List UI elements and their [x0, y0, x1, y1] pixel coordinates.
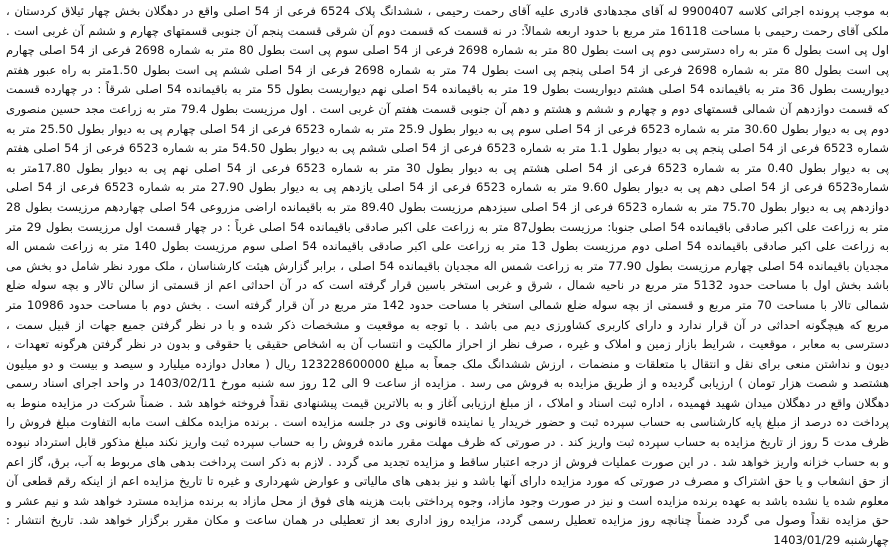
auction-notice-body: به موجب پرونده اجرائی کلاسه 9900407 له آقای مجدهادی قادری علیه آقای رحمت رحیمی ، ششدانگ پلاک 6524 فرعی از 54 اصلی واقع در دهگلان بخش چهار ئیلاق کردستان ، ملکی آقای رحمت رحیمی با مساحت 16118 متر مربع با حدود اربعه شمالاً: در نه قسمت که قسمت دوم آن شرقی قسمت پنجم آن جنوبی قسمتهای چهارم و ششم آن غربی است . اول پی است بطول 6 متر به راه دسترسی دوم پی است بطول 80 متر به شماره 2698 فرعی از 54 اصلی سوم پی است بطول 80 متر به شماره 2698 فرعی از 54 اصلی چهارم پی است بطول 80 متر به شماره 2698 فرعی از 54 اصلی پنجم پی است بطول 74 متر به شماره 2698 فرعی از 54 اصلی ششم پی است بطول 1.50متر به راه عبور هفتم دیواریست بطول 36 متر به باقیمانده 54 اصلی هشتم دیواریست بطول 19 متر به باقیمانده 54 اصلی نهم دیواریست بطول 55 متر به باقیمانده 54 اصلی شرقاً : در چهارده قسمت که قسمت دوازدهم آن شمالی قسمتهای دوم و چهارم و ششم و هشتم و دهم آن جنوبی قسمت هفتم آن غربی است . اول مرزیست بطول 79.4 متر به زراعت مجد حسین منصوری دوم پی به دیوار بطول 30.60 متر به شماره 6523 فرعی از 54 اصلی سوم پی به دیوار بطول 25.9 متر به شماره 6523 فرعی از 54 اصلی چهارم پی به دیوار بطول 25.50 متر به شماره 6523 فرعی از 54 اصلی پنجم پی به دیوار بطول 1.1 متر به شماره 6523 فرعی از 54 اصلی ششم پی به دیوار بطول 54.50 متر به شماره 6523 فرعی از 54 اصلی هفتم پی به دیوار بطول 0.40 متر به شماره 6523 فرعی از 54 اصلی هشتم پی به دیوار بطول 30 متر به شماره 6523 فرعی از 54 اصلی نهم پی به دیوار بطول 17.80متر به شماره6523 فرعی از 54 اصلی دهم پی به دیوار بطول 9.60 متر به شماره 6523 فرعی از 54 اصلی یازدهم پی به دیوار بطول 27.90 متر به شماره 6523 فرعی از 54 اصلی دوازدهم پی به دیوار بطول 75.70 متر به شماره 6523 فرعی از 54 اصلی سیزدهم مرزیست بطول 89.40 متر به باقیمانده اراضی مزروعی 54 اصلی چهاردهم مرزیست بطول 28 متر به زراعت علی اکبر صادقی باقیمانده 54 اصلی جنوبا: مرزیست بطول87 متر به زراعت علی اکبر صادقی باقیمانده 54 اصلی غرباً : در چهار قسمت اول مرزیست بطول 29 متر به زراعت علی اکبر صادقی باقیمانده 54 اصلی دوم مرزیست بطول 13 متر به زراعت علی اکبر صادقی باقیمانده 54 اصلی سوم مرزیست بطول 140 متر به زراعت شمس اله مجدیان باقیمانده 54 اصلی چهارم مرزیست بطول 77.90 متر به زراعت شمس اله مجدیان باقیمانده 54 اصلی ، برابر گزارش هیئت کارشناسان ، ملک مورد نظر شامل دو بخش می باشد بخش اول با مساحت حدود 5132 متر مربع در ناحیه شمال ، شرق و غربی استخر باسین قرار گرفته است که در آن احداثی اعم از قسمتی از سالن تالار و بچه سوله ضلع شمالی تالار با مساحت 70 متر مربع و قسمتی از بچه سوله ضلع شمالی استخر با مساحت حدود 142 متر مربع در آن قرار گرفته است . بخش دوم با مساحت حدود 10986 متر مربع که هیچگونه احداثی در آن قرار ندارد و دارای کاربری کشاورزی دیم می باشد . با توجه به موقعیت و مشخصات ذکر شده و با در نظر گرفتن جمیع جهات از قبیل سمت ، دسترسی به معابر ، موقعیت ، شرایط بازار زمین و املاک و غیره ، صرف نظر از احراز مالکیت و انتساب آن به اشخاص حقیقی یا حقوقی و بدون در نظر گرفتن هرگونه تعهدات ، دیون و نداشتن منعی برای نقل و انتقال با متعلقات و منضمات ، ارزش ششدانگ ملک جمعاً به مبلغ 123228600000 ریال ( معادل دوازده میلیارد و سیصد و بیست و دو میلیون هشتصد و شصت هزار تومان ) ارزیابی گردیده و از طریق مزایده به فروش می رسد . مزایده از ساعت 9 الی 12 روز سه شنبه مورخ 1403/02/11 در واحد اجرای اسناد رسمی دهگلان واقع در دهگلان میدان شهید فهمیده ، اداره ثبت اسناد و املاک ، از مبلغ ارزیابی آغاز و به بالاترین قیمت پیشنهادی نقداً فروخته خواهد شد . ضمناً شرکت در مزایده منوط به پرداخت ده درصد از مبلغ پایه کارشناسی به حساب سپرده ثبت و حضور خریدار یا نماینده قانونی وی در جلسه مزایده است . برنده مزایده مکلف است مابه التفاوت مبلغ فروش را ظرف مدت 5 روز از تاریخ مزایده به حساب سپرده ثبت واریز کند . در صورتی که ظرف مهلت مقرر مانده فروش را به حساب سپرده ثبت واریز نکند مبلغ مذکور قابل استرداد نبوده و به حساب خزانه واریز خواهد شد . در این صورت عملیات فروش از درجه اعتبار ساقط و مزایده تجدید می گردد . لازم به ذکر است پرداخت بدهی های مربوط به آب، برق، گاز اعم از حق انشعاب و یا حق اشتراک و مصرف در صورتی که مورد مزایده دارای آنها باشد و نیز بدهی های مالیاتی و عوارض شهرداری و غیره تا تاریخ مزایده اعم از اینکه رقم قطعی آن معلوم شده یا نشده باشد به عهده برنده مزایده است و نیز در صورت وجود مازاد، وجوه پرداختی بابت هزینه های فوق از محل مازاد به برنده مزایده مسترد خواهد شد و نیم عشر و حق مزایده نقداً وصول می گردد ضمناً چنانچه روز مزایده تعطیل رسمی گردد، مزایده روز اداری بعد از تعطیلی در همان ساعت و مکان مقرر برگزار خواهد شد. تاریخ انتشار : چهارشنبه 1403/01/29 — [6, 4, 890, 548]
